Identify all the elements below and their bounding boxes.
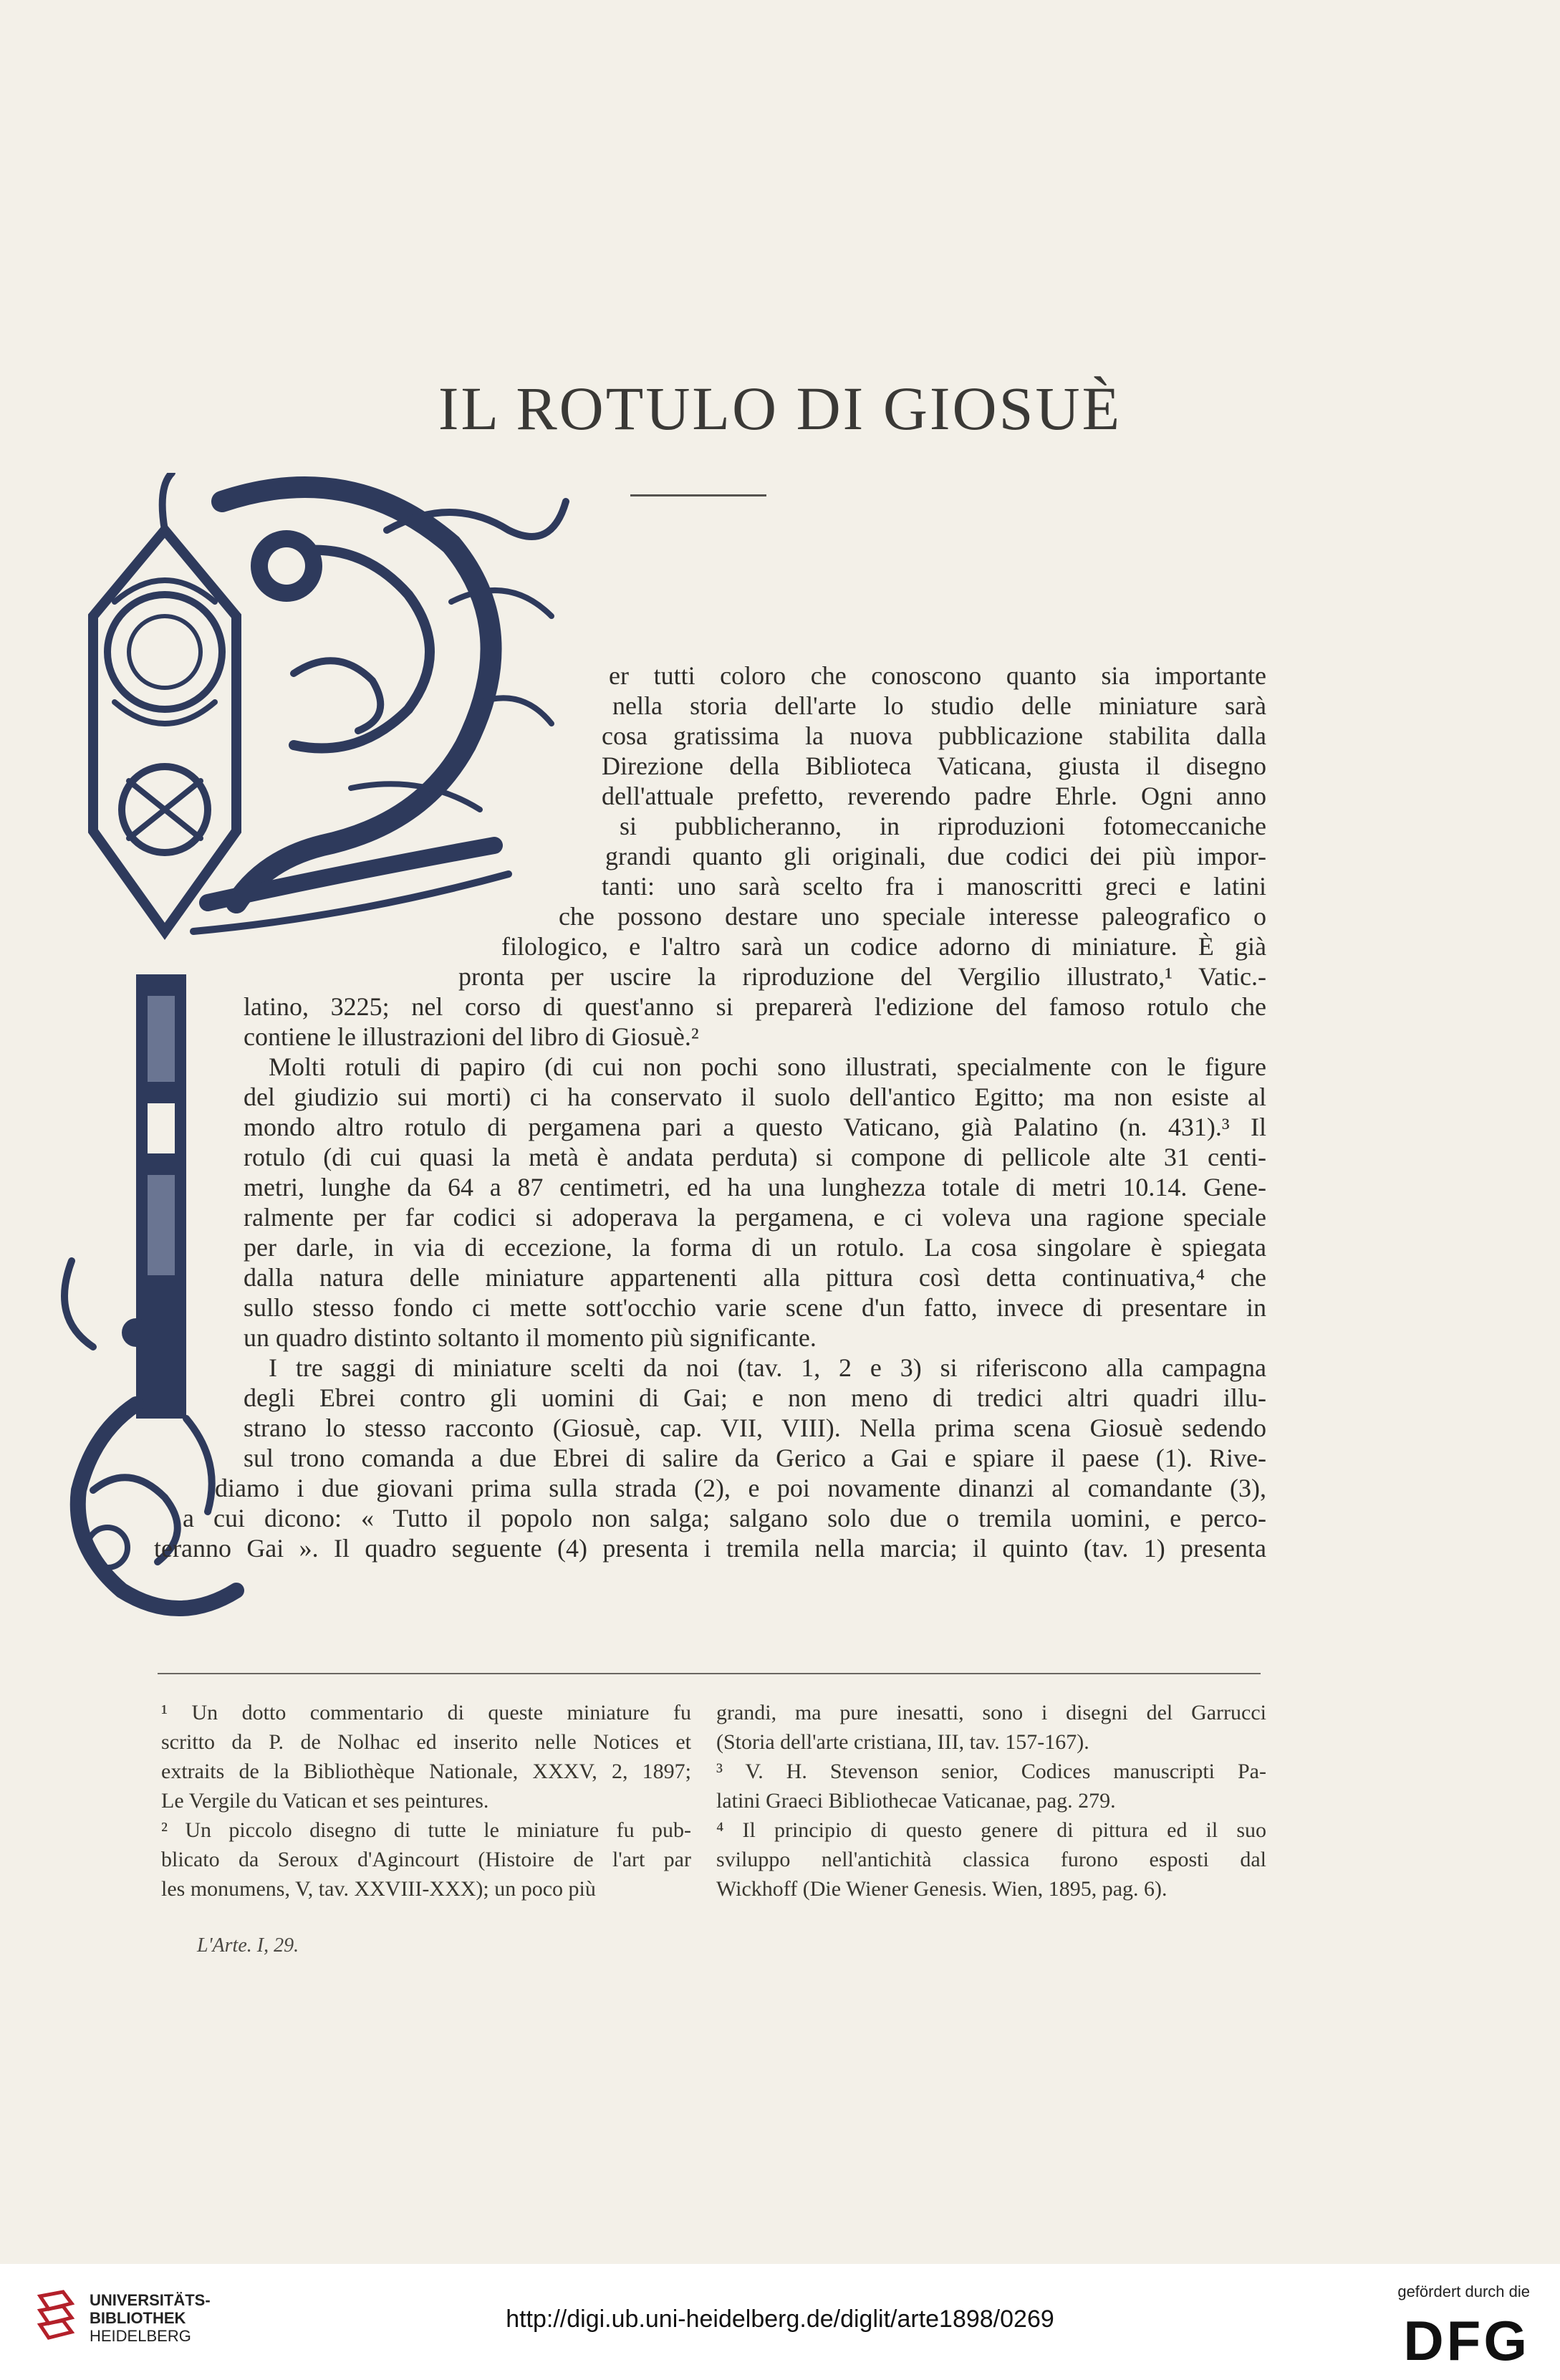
page-title: IL ROTULO DI GIOSUÈ [438,374,1122,443]
footnote-rule [158,1673,1261,1674]
footnote-line: (Storia dell'arte cristiana, III, tav. 157-167). [716,1730,1089,1754]
footnote-line: ⁴ Il principio di questo genere di pittura ed il suo [716,1818,1266,1842]
body-line: I tre saggi di miniature scelti da noi (tav. 1, 2 e 3) si riferiscono alla campagna [269,1353,1266,1382]
body-line: a cui dicono: « Tutto il popolo non salga; salgano solo due o tremila uomini, e perco- [183,1504,1266,1532]
footnote-line: Le Vergile du Vatican et ses peintures. [161,1789,489,1813]
body-line: strano lo stesso racconto (Giosuè, cap. VII, VIII). Nella prima scena Giosuè sedendo [244,1414,1266,1442]
body-line: ralmente per far codici si adoperava la pergamena, e ci voleva una ragione speciale [244,1203,1266,1232]
footnote-line: extraits de la Bibliothèque Nationale, XXXV, 2, 1897; [161,1760,691,1783]
body-line: un quadro distinto soltanto il momento più significante. [244,1323,817,1352]
footnote-line: les monumens, V, tav. XXVIII-XXX); un poco più [161,1877,596,1901]
body-line: dell'attuale prefetto, reverendo padre Ehrle. Ogni anno [602,782,1266,810]
body-line: Direzione della Biblioteca Vaticana, giusta il disegno [602,752,1266,780]
body-line: latino, 3225; nel corso di quest'anno si preparerà l'edizione del famoso rotulo che [244,992,1266,1021]
body-line: per darle, in via di eccezione, la forma di un rotulo. La cosa singolare è spiegata [244,1233,1266,1262]
footnote-4 [716,1815,1266,1904]
footnotes-left [161,1698,691,1904]
footnote-line: ³ V. H. Stevenson senior, Codices manuscripti Pa- [716,1760,1266,1783]
footnotes-right [716,1698,1266,1904]
body-line: metri, lunghe da 64 a 87 centimetri, ed ha una lunghezza totale di metri 10.14. Gene- [244,1173,1266,1201]
footnote-3 [716,1757,1266,1815]
body-line: del giudizio sui morti) ci ha conservato il suolo dell'antico Egitto; ma non esiste al [244,1083,1266,1111]
body-line: contiene le illustrazioni del libro di Giosuè.² [244,1022,699,1051]
footnote-2-cont [716,1698,1266,1757]
library-name-line: HEIDELBERG [90,2327,191,2345]
body-line: grandi quanto gli originali, due codici dei più impor- [605,842,1266,870]
footnote-line: blicato da Seroux d'Agincourt (Histoire de l'art par [161,1848,691,1871]
title-rule [630,494,766,496]
library-name-line: BIBLIOTHEK [90,2309,186,2327]
body-line: teranno Gai ». Il quadro seguente (4) presenta i tremila nella marcia; il quinto (tav. 1) presenta [154,1534,1266,1563]
source-url-link[interactable]: http://digi.ub.uni-heidelberg.de/diglit/arte1898/0269 [506,2305,1054,2333]
body-line: degli Ebrei contro gli uomini di Gai; e non meno di tredici altri quadri illu- [244,1383,1266,1412]
dfg-logo: DFG [1403,2309,1530,2372]
body-line: che possono destare uno speciale interesse paleografico o [559,902,1266,931]
body-line: diamo i due giovani prima sulla strada (2), e poi novamente dinanzi al comandante (3), [215,1474,1266,1502]
body-line: nella storia dell'arte lo studio delle miniature sarà [612,691,1266,720]
body-line: tanti: uno sarà scelto fra i manoscritti greci e latini [602,872,1266,901]
funding-note: gefördert durch die [1397,2283,1530,2300]
footnote-1 [161,1698,691,1815]
body-line: cosa gratissima la nuova pubblicazione stabilita dalla [602,721,1266,750]
footnote-line: ² Un piccolo disegno di tutte le miniature fu pub- [161,1818,691,1842]
body-line: er tutti coloro che conoscono quanto sia importante [609,661,1266,690]
body-line: Molti rotuli di papiro (di cui non pochi sono illustrati, specialmente con le figure [269,1052,1266,1081]
footnote-line: scritto da P. de Nolhac ed inserito nelle Notices et [161,1730,691,1754]
footnote-line: ¹ Un dotto commentario di queste miniature fu [161,1701,691,1724]
body-line: dalla natura delle miniature appartenenti alla pittura così detta continuativa,⁴ che [244,1263,1266,1292]
body-line: sul trono comanda a due Ebrei di salire da Gerico a Gai e spiare il paese (1). Rive- [244,1444,1266,1472]
body-line: filologico, e l'altro sarà un codice adorno di miniature. È già [501,932,1266,961]
footnote-line: grandi, ma pure inesatti, sono i disegni del Garrucci [716,1701,1266,1724]
footnote-line: Wickhoff (Die Wiener Genesis. Wien, 1895, pag. 6). [716,1877,1167,1901]
footnote-line: latini Graeci Bibliothecae Vaticanae, pag. 279. [716,1789,1116,1813]
page-signature: L'Arte. I, 29. [197,1934,299,1957]
footnote-2 [161,1815,691,1904]
body-line: pronta per uscire la riproduzione del Vergilio illustrato,¹ Vatic.- [458,962,1266,991]
footnote-line: sviluppo nell'antichità classica furono esposti dal [716,1848,1266,1871]
body-line: rotulo (di cui quasi la metà è andata perduta) si compone di pellicole alte 31 centi- [244,1143,1266,1171]
library-name-line: UNIVERSITÄTS- [90,2291,211,2309]
body-line: sullo stesso fondo ci mette sott'occhio varie scene d'un fatto, invece di presentare in [244,1293,1266,1322]
body-line: si pubblicheranno, in riproduzioni fotomeccaniche [620,812,1266,840]
body-line: mondo altro rotulo di pergamena pari a questo Vaticano, già Palatino (n. 431).³ Il [244,1113,1266,1141]
